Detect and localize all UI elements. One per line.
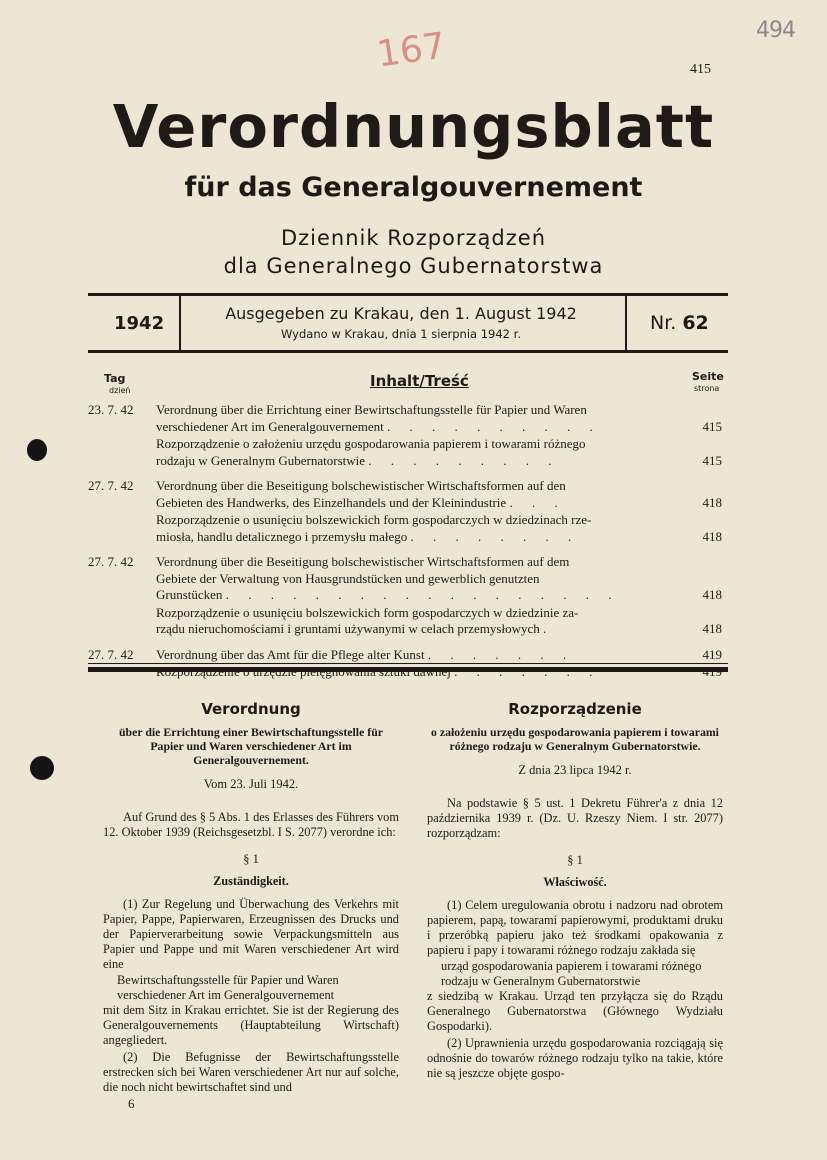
toc-line-text: Rozporządzenie o usunięciu bolszewickich form gospodarczych w dziedzinie za- — [156, 604, 579, 620]
toc-line-text: Grunstücken — [156, 587, 223, 602]
toc-item — [88, 436, 728, 469]
toc-page-number: 415 — [702, 452, 722, 468]
toc-item — [88, 554, 728, 604]
toc-page-number: 415 — [702, 418, 722, 434]
toc-line — [88, 554, 728, 571]
polish-paragraph-2: (2) Uprawnienia urzędu gospodarowania rozciągają się odnośnie do towarów różnego rodzaju tylko na takie, które nie są jeszcze objęte gospo- — [427, 1036, 723, 1080]
toc-leader-dots: . . . . . . . — [427, 646, 575, 662]
toc-line — [88, 402, 728, 419]
toc-item — [88, 478, 728, 511]
toc-line — [88, 587, 728, 604]
issue-year: 1942 — [114, 313, 165, 334]
toc-leader-dots: . . . . . . . . . . . . . . . . . . — [225, 587, 620, 602]
punch-hole-upper — [27, 439, 47, 461]
german-section-title: Zuständigkeit. — [213, 874, 289, 888]
toc-item — [88, 605, 728, 638]
toc-page-number: 418 — [702, 621, 722, 636]
issue-box-divider-right — [625, 296, 627, 350]
polish-section-sign: § 1 — [567, 853, 583, 867]
toc-bottom-rule-thin — [88, 663, 728, 664]
polish-paragraph-1-continued: z siedzibą w Krakau. Urząd ten przyłącza się do Rządu Generalnego Gubernatorstwa (Głównego Wydziału Gospodarki). — [427, 989, 723, 1033]
punch-hole-lower — [30, 756, 54, 780]
toc-line — [88, 478, 728, 495]
toc-line-text: Gebiete der Verwaltung von Hausgrundstücken und gewerblich genutzten — [156, 570, 540, 586]
polish-preamble: Na podstawie § 5 ust. 1 Dekretu Führer'a z dnia 12 października 1939 r. (Dz. U. Rzeszy Niem. I str. 2077) rozporządzam: — [427, 796, 723, 840]
toc-entry — [88, 402, 728, 469]
toc-line — [88, 571, 728, 588]
toc-line — [88, 529, 728, 546]
toc-page-number: 418 — [702, 528, 722, 544]
toc-item — [88, 402, 728, 435]
toc-line — [88, 419, 728, 436]
german-subtitle: über die Errichtung einer Bewirtschaftungsstelle für Papier und Waren verschiedener Art im Generalgouvernement. — [119, 725, 383, 767]
toc-entry — [88, 478, 728, 545]
german-preamble: Auf Grund des § 5 Abs. 1 des Erlasses des Führers vom 12. Oktober 1939 (Reichsgesetzbl. I S. 2077) verordne ich: — [103, 810, 400, 839]
issue-box-bottom-rule — [88, 350, 728, 353]
toc-line-text: Gebieten des Handwerks, des Einzelhandels und der Kleinindustrie — [156, 494, 507, 510]
toc-line-text: Rozporządzenie o usunięciu bolszewickich form gospodarczych w dziedzinach rze- — [156, 512, 592, 527]
toc-bottom-rule-thick — [88, 667, 728, 672]
german-date: Vom 23. Juli 1942. — [203, 777, 299, 791]
issue-date-polish: Wydano w Krakau, dnia 1 sierpnia 1942 r. — [281, 327, 521, 341]
toc-leader-dots: . . . . . . . . . — [368, 452, 560, 468]
polish-section-title: Właściwość. — [543, 875, 607, 889]
toc-leader-dots: . — [543, 621, 555, 636]
toc-date: 27. 7. 42 — [88, 554, 134, 569]
toc-line — [88, 605, 728, 622]
toc-leader-dots: . . . — [509, 494, 566, 510]
toc-line-text: Verordnung über das Amt für die Pflege alter Kunst — [156, 646, 425, 662]
toc-line-text: Verordnung über die Beseitigung bolschewistischer Wirtschaftsformen auf den — [156, 478, 566, 493]
polish-subtitle: o założeniu urzędu gospodarowania papierem i towarami różnego rodzaju w Generalnym Gubernatorstwie. — [431, 725, 719, 753]
toc-item — [88, 512, 728, 545]
toc-page-number: 418 — [702, 587, 722, 602]
toc-day-header-polish: dzień — [109, 386, 131, 395]
toc-leader-dots: . . . . . . . . — [410, 528, 580, 544]
footer-number: 6 — [128, 1096, 135, 1111]
german-section-sign: § 1 — [243, 852, 259, 866]
archive-red-number: 167 — [374, 25, 449, 76]
toc-entry — [88, 554, 728, 638]
toc-line-text: Verordnung über die Beseitigung bolschewistischer Wirtschaftsformen auf dem — [156, 554, 570, 569]
toc-heading: Inhalt/Treść — [370, 372, 469, 390]
issue-number-label: Nr. — [650, 312, 677, 334]
toc-line — [88, 453, 728, 470]
toc-line — [88, 512, 728, 529]
masthead-polish-line1: Dziennik Rozporządzeń — [280, 226, 547, 250]
german-paragraph-1: (1) Zur Regelung und Überwachung des Verkehrs mit Papier, Pappe, Papierwaren, Erzeugnissen des Drucks und der Papierverarbeitung sowie Verpackungsmitteln aus Papier und Pappe und mit Waren verschiedener Art wird eine — [103, 897, 399, 971]
polish-office-name: urząd gospodarowania papierem i towarami różnego rodzaju w Generalnym Gubernatorstwie — [441, 959, 702, 988]
german-paragraph-2: (2) Die Befugnisse der Bewirtschaftungsstelle erstrecken sich bei Waren verschiedener Art nur auf solche, die noch nicht bewirtschaftet sind und — [103, 1050, 399, 1094]
polish-heading: Rozporządzenie — [508, 700, 642, 718]
toc-line-text: verschiedener Art im Generalgouvernement — [156, 418, 384, 434]
toc-line-text: miosła, handlu detalicznego i przemysłu małego — [156, 528, 408, 544]
table-of-contents — [88, 402, 728, 690]
toc-page-header: Seite — [692, 370, 724, 383]
toc-date: 27. 7. 42 — [88, 646, 134, 662]
page-number: 415 — [690, 62, 711, 77]
polish-paragraph-1: (1) Celem uregulowania obrotu i nadzoru nad obrotem papierem, papą, towarami papierowymi, produktami druku i przeróbką papieru jako też środkami opakowania z papieru i papy i towarami różnego rodzaju zakłada się — [427, 898, 723, 957]
toc-line — [88, 647, 728, 664]
toc-page-header-polish: strona — [694, 384, 720, 393]
toc-date: 27. 7. 42 — [88, 478, 134, 493]
toc-day-header: Tag — [104, 372, 126, 385]
issue-number-value: 62 — [682, 312, 709, 334]
issue-number — [650, 312, 709, 334]
german-column — [103, 700, 399, 1095]
toc-line — [88, 495, 728, 512]
issue-date-german: Ausgegeben zu Krakau, den 1. August 1942 — [225, 304, 577, 323]
toc-line-text: Rozporządzenie o założeniu urzędu gospodarowania papierem i towarami różnego — [156, 436, 586, 451]
toc-page-number: 419 — [702, 646, 722, 662]
toc-line — [88, 436, 728, 453]
issue-box-top-rule — [88, 293, 728, 296]
german-heading: Verordnung — [201, 700, 301, 718]
masthead-subtitle: für das Generalgouvernement — [184, 172, 643, 203]
masthead-title: Verordnungsblatt — [112, 92, 715, 161]
german-office-name: Bewirtschaftungsstelle für Papier und Waren verschiedener Art im Generalgouvernement — [117, 973, 339, 1002]
toc-page-number: 418 — [702, 494, 722, 510]
toc-line-text: Verordnung über die Errichtung einer Bewirtschaftungsstelle für Papier und Waren — [156, 402, 587, 417]
toc-line — [88, 621, 728, 638]
masthead-polish-line2: dla Generalnego Gubernatorstwa — [223, 254, 604, 278]
toc-line-text: rządu nieruchomościami i gruntami używanymi w celach przemysłowych — [156, 621, 540, 636]
archive-pencil-number: 494 — [756, 18, 795, 43]
toc-leader-dots: . . . . . . . . . . — [387, 418, 601, 434]
polish-column — [427, 700, 723, 1081]
german-paragraph-1-continued: mit dem Sitz in Krakau errichtet. Sie ist der Regierung des Generalgouvernements (Hauptabteilung Wirtschaft) angegliedert. — [103, 1003, 399, 1047]
toc-item — [88, 647, 728, 664]
polish-date: Z dnia 23 lipca 1942 r. — [518, 763, 632, 777]
toc-line-text: rodzaju w Generalnym Gubernatorstwie — [156, 452, 366, 468]
toc-date: 23. 7. 42 — [88, 402, 134, 417]
